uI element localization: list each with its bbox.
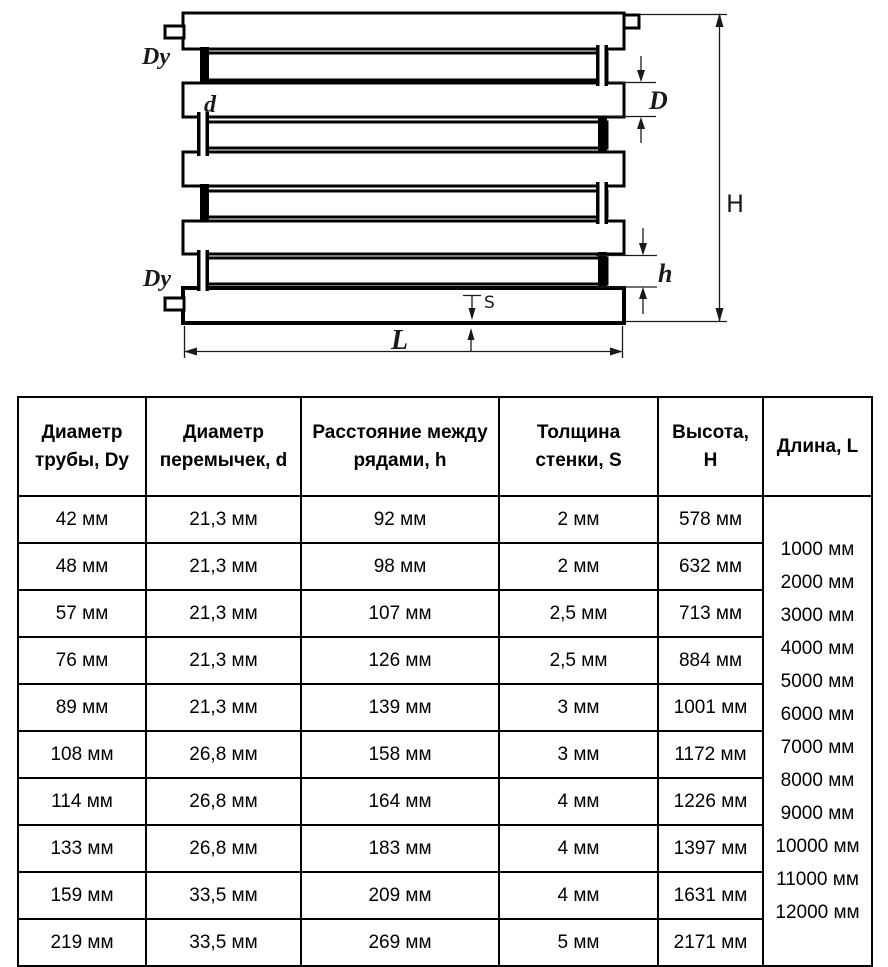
cell-h: 269 мм [301,919,499,966]
cell-s: 2 мм [499,496,658,543]
pipe-stub-bottom-left [165,298,184,310]
length-option: 11000 мм [776,869,859,890]
table-row [18,919,872,966]
table-row [18,731,872,778]
cell-d: 26,8 мм [146,825,301,872]
label-h: h [658,259,673,288]
connector-right-thin-2 [596,182,608,224]
cell-s: 2,5 мм [499,590,658,637]
cell-dy: 159 мм [18,872,146,919]
length-option: 9000 мм [780,803,855,824]
cell-dy: 48 мм [18,543,146,590]
cell-s: 5 мм [499,919,658,966]
cell-h: 158 мм [301,731,499,778]
cell-dy: 133 мм [18,825,146,872]
cell-d: 33,5 мм [146,919,301,966]
cell-height: 1001 мм [658,684,763,731]
connector-left-thin-1 [197,112,209,156]
cell-d: 33,5 мм [146,872,301,919]
length-option: 4000 мм [780,638,855,659]
cell-dy: 219 мм [18,919,146,966]
length-option: 2000 мм [780,572,855,593]
cell-h: 107 мм [301,590,499,637]
tube-4 [205,122,607,148]
connector-right-thick-2 [598,252,607,289]
cell-dy: 57 мм [18,590,146,637]
table-row [18,825,872,872]
tube-5 [183,152,624,186]
cell-dy: 89 мм [18,684,146,731]
tube-6 [205,191,607,217]
cell-dy: 76 мм [18,637,146,684]
connector-left-thick-1 [200,47,209,84]
cell-lengths [763,496,872,966]
cell-s: 4 мм [499,825,658,872]
cell-h: 98 мм [301,543,499,590]
cell-h: 183 мм [301,825,499,872]
length-option: 6000 мм [780,704,855,725]
label-D: D [649,86,668,115]
header-height-h: Высота, H [658,397,763,496]
table-row [18,684,872,731]
label-d: d [204,92,216,118]
cell-height: 1226 мм [658,778,763,825]
header-length-l: Длина, L [763,397,872,496]
cell-s: 3 мм [499,684,658,731]
cell-height: 2171 мм [658,919,763,966]
register-radiator-diagram [0,0,888,380]
cell-height: 1631 мм [658,872,763,919]
cell-d: 21,3 мм [146,684,301,731]
length-option: 12000 мм [775,902,860,923]
label-dy-bottom: Dy [143,266,171,292]
cell-s: 2 мм [499,543,658,590]
cell-h: 92 мм [301,496,499,543]
cell-dy: 42 мм [18,496,146,543]
cell-dy: 114 мм [18,778,146,825]
table-row [18,872,872,919]
cell-d: 21,3 мм [146,590,301,637]
header-diameter-dy: Диаметр трубы, Dy [18,397,146,496]
connector-left-thin-2 [197,250,209,291]
header-row [18,397,872,496]
cell-height: 578 мм [658,496,763,543]
length-option: 8000 мм [780,770,855,791]
cell-s: 4 мм [499,778,658,825]
label-dy-top: Dy [142,44,170,70]
header-wall-s: Толщина стенки, S [499,397,658,496]
cell-height: 632 мм [658,543,763,590]
header-diameter-d: Диаметр перемычек, d [146,397,301,496]
tube-1 [183,13,624,49]
table-row [18,543,872,590]
table-row [18,637,872,684]
connector-right-thick-1 [598,116,607,153]
cell-s: 4 мм [499,872,658,919]
tube-9 [183,288,624,323]
length-option: 5000 мм [780,671,855,692]
cell-height: 884 мм [658,637,763,684]
length-option: 3000 мм [780,605,855,626]
cell-h: 139 мм [301,684,499,731]
tube-3 [183,83,624,117]
cell-d: 21,3 мм [146,637,301,684]
dimensions-table [17,396,873,967]
cell-s: 3 мм [499,731,658,778]
cell-s: 2,5 мм [499,637,658,684]
connector-right-thin-1 [596,45,608,86]
tube-8 [205,258,607,284]
pipe-stub-top-right [624,15,639,28]
cell-h: 209 мм [301,872,499,919]
length-option: 7000 мм [780,737,855,758]
length-option: 10000 мм [775,836,860,857]
tube-7 [183,221,624,254]
table-row [18,590,872,637]
cell-d: 26,8 мм [146,778,301,825]
cell-height: 1172 мм [658,731,763,778]
connector-left-thick-2 [200,184,209,222]
table-row [18,778,872,825]
length-option: 1000 мм [780,539,855,560]
label-H: H [726,190,745,218]
cell-h: 164 мм [301,778,499,825]
cell-height: 1397 мм [658,825,763,872]
tube-2 [205,53,607,80]
cell-d: 21,3 мм [146,543,301,590]
cell-d: 26,8 мм [146,731,301,778]
pipe-stub-top-left [165,26,184,38]
label-L: L [391,325,409,356]
header-row-gap-h: Расстояние между рядами, h [301,397,499,496]
cell-height: 713 мм [658,590,763,637]
label-S: S [484,293,495,313]
cell-d: 21,3 мм [146,496,301,543]
cell-h: 126 мм [301,637,499,684]
cell-dy: 108 мм [18,731,146,778]
table-row [18,496,872,543]
